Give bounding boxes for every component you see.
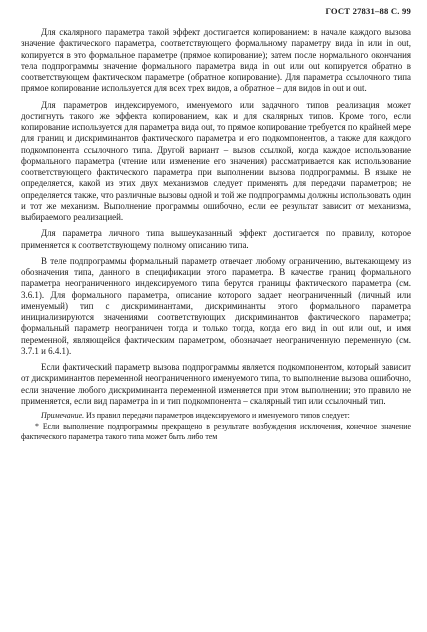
note-label: Примечание.: [41, 411, 85, 420]
note-text: Из правил передачи параметров индексируемого и именуемого типов следует:: [84, 411, 350, 420]
paragraph-actual-parameter: Если фактический параметр вызова подпрограммы является подкомпонентом, который зависит от дискриминантов переменной неограниченного именуемого типа, то выполнение вызова ошибочно, если значение любого дискриминанта переменной изменяется при этом выполнении; это правило не применяется, если вид параметра in и тип подкомпонента – скалярный тип или ссылочный тип.: [21, 362, 411, 406]
paragraph-indexed-types: Для параметров индексируемого, именуемого или задачного типов реализация может достигнуть такого же эффекта копированием, как и для скалярных типов. Кроме того, если копирование используется для параметра вида out, то прямое копирование требуется по крайней мере для границ и дискриминантов фактического параметра и его подкомпонентов, а также для каждого подкомпонента ссылочного типа. Другой вариант – вызов ссылкой, когда каждое использование формального параметра (чтение или изменение его значения) рассматривается как использование соответствующего фактического параметра при выполнении вызова подпрограммы. В языке не определяется, какой из этих двух механизмов следует применять для передачи параметров; не определяется также, что различные вызовы одной и той же подпрограммы должны использовать один и тот же механизм. Выполнение программы ошибочно, если ее результат зависит от механизма, выбираемого реализацией.: [21, 99, 411, 222]
paragraph-private-type: Для параметра личного типа вышеуказанный эффект достигается по правилу, которое применяется к соответствующему полному описанию типа.: [21, 228, 411, 250]
running-header: ГОСТ 27831–88 С. 99: [325, 6, 411, 16]
paragraph-scalar-copy: Для скалярного параметра такой эффект достигается копированием: в начале каждого вызова значение фактического параметра, соответствующего формальному параметру вида in или in out, копируется в это формальное параметре (прямое копирование); затем после нормального окончания тела подпрограммы значение формального параметра вида in out или out копируется обратно в соответствующем фактическом параметре (обратное копирование). Для параметра ссылочного типа прямое копирование используется для всех трех видов, а обратное – для видов in out и out.: [21, 27, 411, 94]
note: [21, 411, 411, 421]
paragraph-subprogram-body: В теле подпрограммы формальный параметр отвечает любому ограничению, вытекающему из обозначения типа, данного в спецификации этого параметра. В качестве границ формального параметра неограниченного индексируемого типа берутся границы фактического параметра (см. 3.6.1). Для формального параметра, описание которого задает неограниченный (личный или именуемый) тип с дискриминантами, дискриминанты этого формального параметра инициализируются значениями соответствующих дискриминантов фактического параметра; формальный параметр неограничен тогда и только тогда, когда его вид in out или out, и имя переменной, являющейся фактическим параметром, обозначает неограниченную переменную (см. 3.7.1 и 6.4.1).: [21, 255, 411, 356]
footnote: * Если выполнение подпрограммы прекращено в результате возбуждения исключения, конечное значение фактического параметра такого типа может быть либо тем: [21, 421, 411, 441]
